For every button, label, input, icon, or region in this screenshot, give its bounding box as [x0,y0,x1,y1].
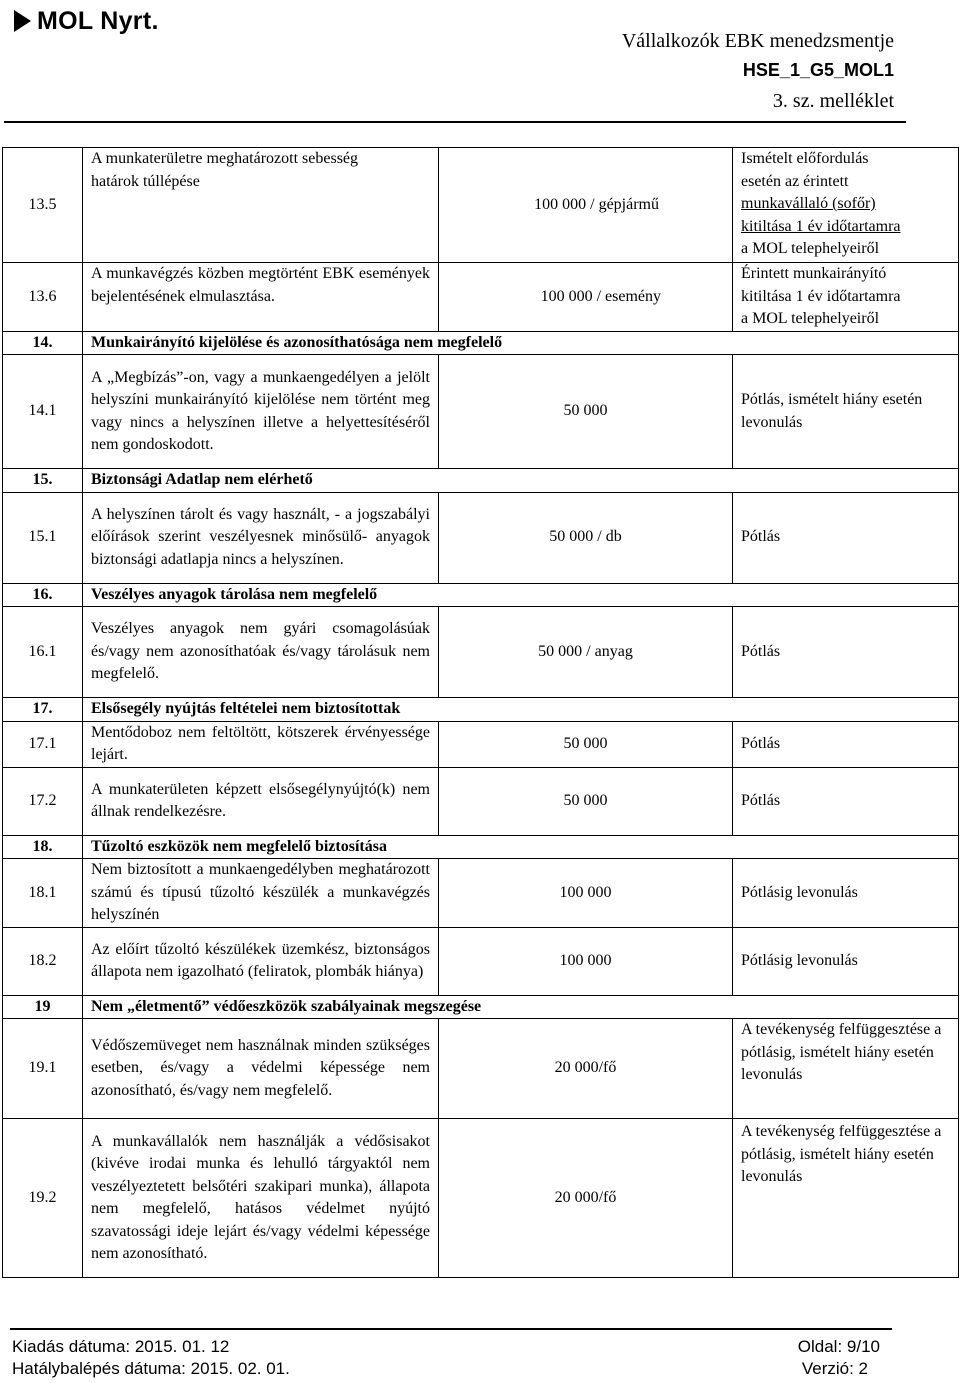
row-number: 13.5 [3,148,83,263]
header-divider [4,121,906,123]
row-consequence: Pótlás [733,607,959,698]
row-amount: 20 000/fő [439,1019,733,1119]
row-number: 19.1 [3,1019,83,1119]
row-amount: 50 000 [439,767,733,835]
row-description: A munkaterületen képzett elsősegélynyújtó(k) nem állnak rendelkezésre. [83,767,439,835]
row-amount: 50 000 / anyag [439,607,733,698]
section-row [3,835,959,859]
section-row [3,583,959,607]
row-consequence: Pótlásig levonulás [733,927,959,995]
row-amount: 100 000 / esemény [439,263,733,332]
section-title: Biztonsági Adatlap nem elérhető [83,469,959,493]
row-amount: 50 000 [439,355,733,469]
row-number: 19.2 [3,1119,83,1278]
section-row [3,331,959,355]
sanctions-table [2,147,959,1278]
document-code: HSE_1_G5_MOL1 [742,60,894,80]
row-description: Védőszemüveget nem használnak minden szükséges esetben, és/vagy a védelmi képessége nem azonosítható, és/vagy nem megfelelő. [83,1019,439,1119]
issue-date: Kiadás dátuma: 2015. 01. 12 [12,1337,230,1356]
version-label: Verzió: 2 [801,1359,868,1378]
section-number: 17. [3,698,83,722]
document-title: Vállalkozók EBK menedzsmentje [621,30,894,52]
row-number: 15.1 [3,492,83,583]
table-row [3,767,959,835]
section-title: Veszélyes anyagok tárolása nem megfelelő [83,583,959,607]
row-number: 17.1 [3,721,83,767]
row-description: Az előírt tűzoltó készülékek üzemkész, biztonságos állapota nem igazolható (feliratok, plombák hiánya) [83,927,439,995]
table-row [3,721,959,767]
row-consequence: Pótlás [733,721,959,767]
row-description: Veszélyes anyagok nem gyári csomagolásúak és/vagy nem azonosíthatóak és/vagy tárolásuk nem megfelelő. [83,607,439,698]
row-description: A munkaterületre meghatározott sebesség határok túllépése [83,148,439,263]
row-number: 13.6 [3,263,83,332]
row-number: 18.2 [3,927,83,995]
section-row [3,469,959,493]
row-amount: 50 000 / db [439,492,733,583]
page-number: Oldal: 9/10 [797,1337,880,1356]
section-number: 14. [3,331,83,355]
section-title: Tűzoltó eszközök nem megfelelő biztosítása [83,835,959,859]
table-row [3,492,959,583]
table-row [3,859,959,928]
row-number: 16.1 [3,607,83,698]
row-amount: 100 000 [439,927,733,995]
table-row [3,355,959,469]
section-number: 15. [3,469,83,493]
row-amount: 100 000 [439,859,733,928]
row-consequence: Pótlásig levonulás [733,859,959,928]
section-row [3,698,959,722]
row-number: 18.1 [3,859,83,928]
row-amount: 100 000 / gépjármű [439,148,733,263]
row-number: 14.1 [3,355,83,469]
row-description: A „Megbízás”-on, vagy a munkaengedélyen a jelölt helyszíni munkairányító kijelölése nem történt meg vagy nincs a helyszínen illetve a helyettesítéséről nem gondoskodott. [83,355,439,469]
row-description: A munkavégzés közben megtörtént EBK események bejelentésének elmulasztása. [83,263,439,332]
section-row [3,995,959,1019]
row-description: A helyszínen tárolt és vagy használt, - a jogszabályi előírások szerint veszélyesnek minősülő- anyagok biztonsági adatlapja nincs a helyszínen. [83,492,439,583]
table-row [3,927,959,995]
row-description: Mentődoboz nem feltöltött, kötszerek érvényessége lejárt. [83,721,439,767]
section-title: Munkairányító kijelölése és azonosíthatósága nem megfelelő [83,331,959,355]
company-logo [14,8,159,34]
table-row [3,1019,959,1119]
row-consequence: Pótlás [733,767,959,835]
table-row [3,148,959,263]
table-row [3,1119,959,1278]
row-amount: 50 000 [439,721,733,767]
row-consequence: Ismételt előfordulás esetén az érintett munkavállaló (sofőr) kitiltása 1 év időtartamra a MOL telephelyeiről [733,148,959,263]
effective-date: Hatálybalépés dátuma: 2015. 02. 01. [12,1359,290,1378]
row-consequence: Pótlás, ismételt hiány esetén levonulás [733,355,959,469]
table-row [3,263,959,332]
appendix-label: 3. sz. melléklet [772,90,894,112]
row-description: Nem biztosított a munkaengedélyben meghatározott számú és típusú tűzoltó készülék a munkavégzés helyszínén [83,859,439,928]
section-title: Nem „életmentő” védőeszközök szabályainak megszegése [83,995,959,1019]
row-description: A munkavállalók nem használják a védősisakot (kivéve irodai munka és lehulló tárgyaktól nem veszélyeztetett belsőtéri szakipari munka), állapota nem megfelelő, hatásos védelmet nyújtó szavatossági ideje lejárt és/vagy védelmi képessége nem azonosítható. [83,1119,439,1278]
footer-divider [10,1328,892,1330]
row-amount: 20 000/fő [439,1119,733,1278]
logo-text: MOL Nyrt. [37,6,159,35]
section-number: 18. [3,835,83,859]
row-consequence: A tevékenység felfüggesztése a pótlásig, ismételt hiány esetén levonulás [733,1119,959,1278]
section-number: 16. [3,583,83,607]
row-consequence: Pótlás [733,492,959,583]
row-consequence: Érintett munkairányító kitiltása 1 év időtartamra a MOL telephelyeiről [733,263,959,332]
section-title: Elsősegély nyújtás feltételei nem biztosítottak [83,698,959,722]
row-number: 17.2 [3,767,83,835]
section-number: 19 [3,995,83,1019]
row-consequence: A tevékenység felfüggesztése a pótlásig, ismételt hiány esetén levonulás [733,1019,959,1119]
mol-arrow-icon [14,10,31,32]
table-row [3,607,959,698]
